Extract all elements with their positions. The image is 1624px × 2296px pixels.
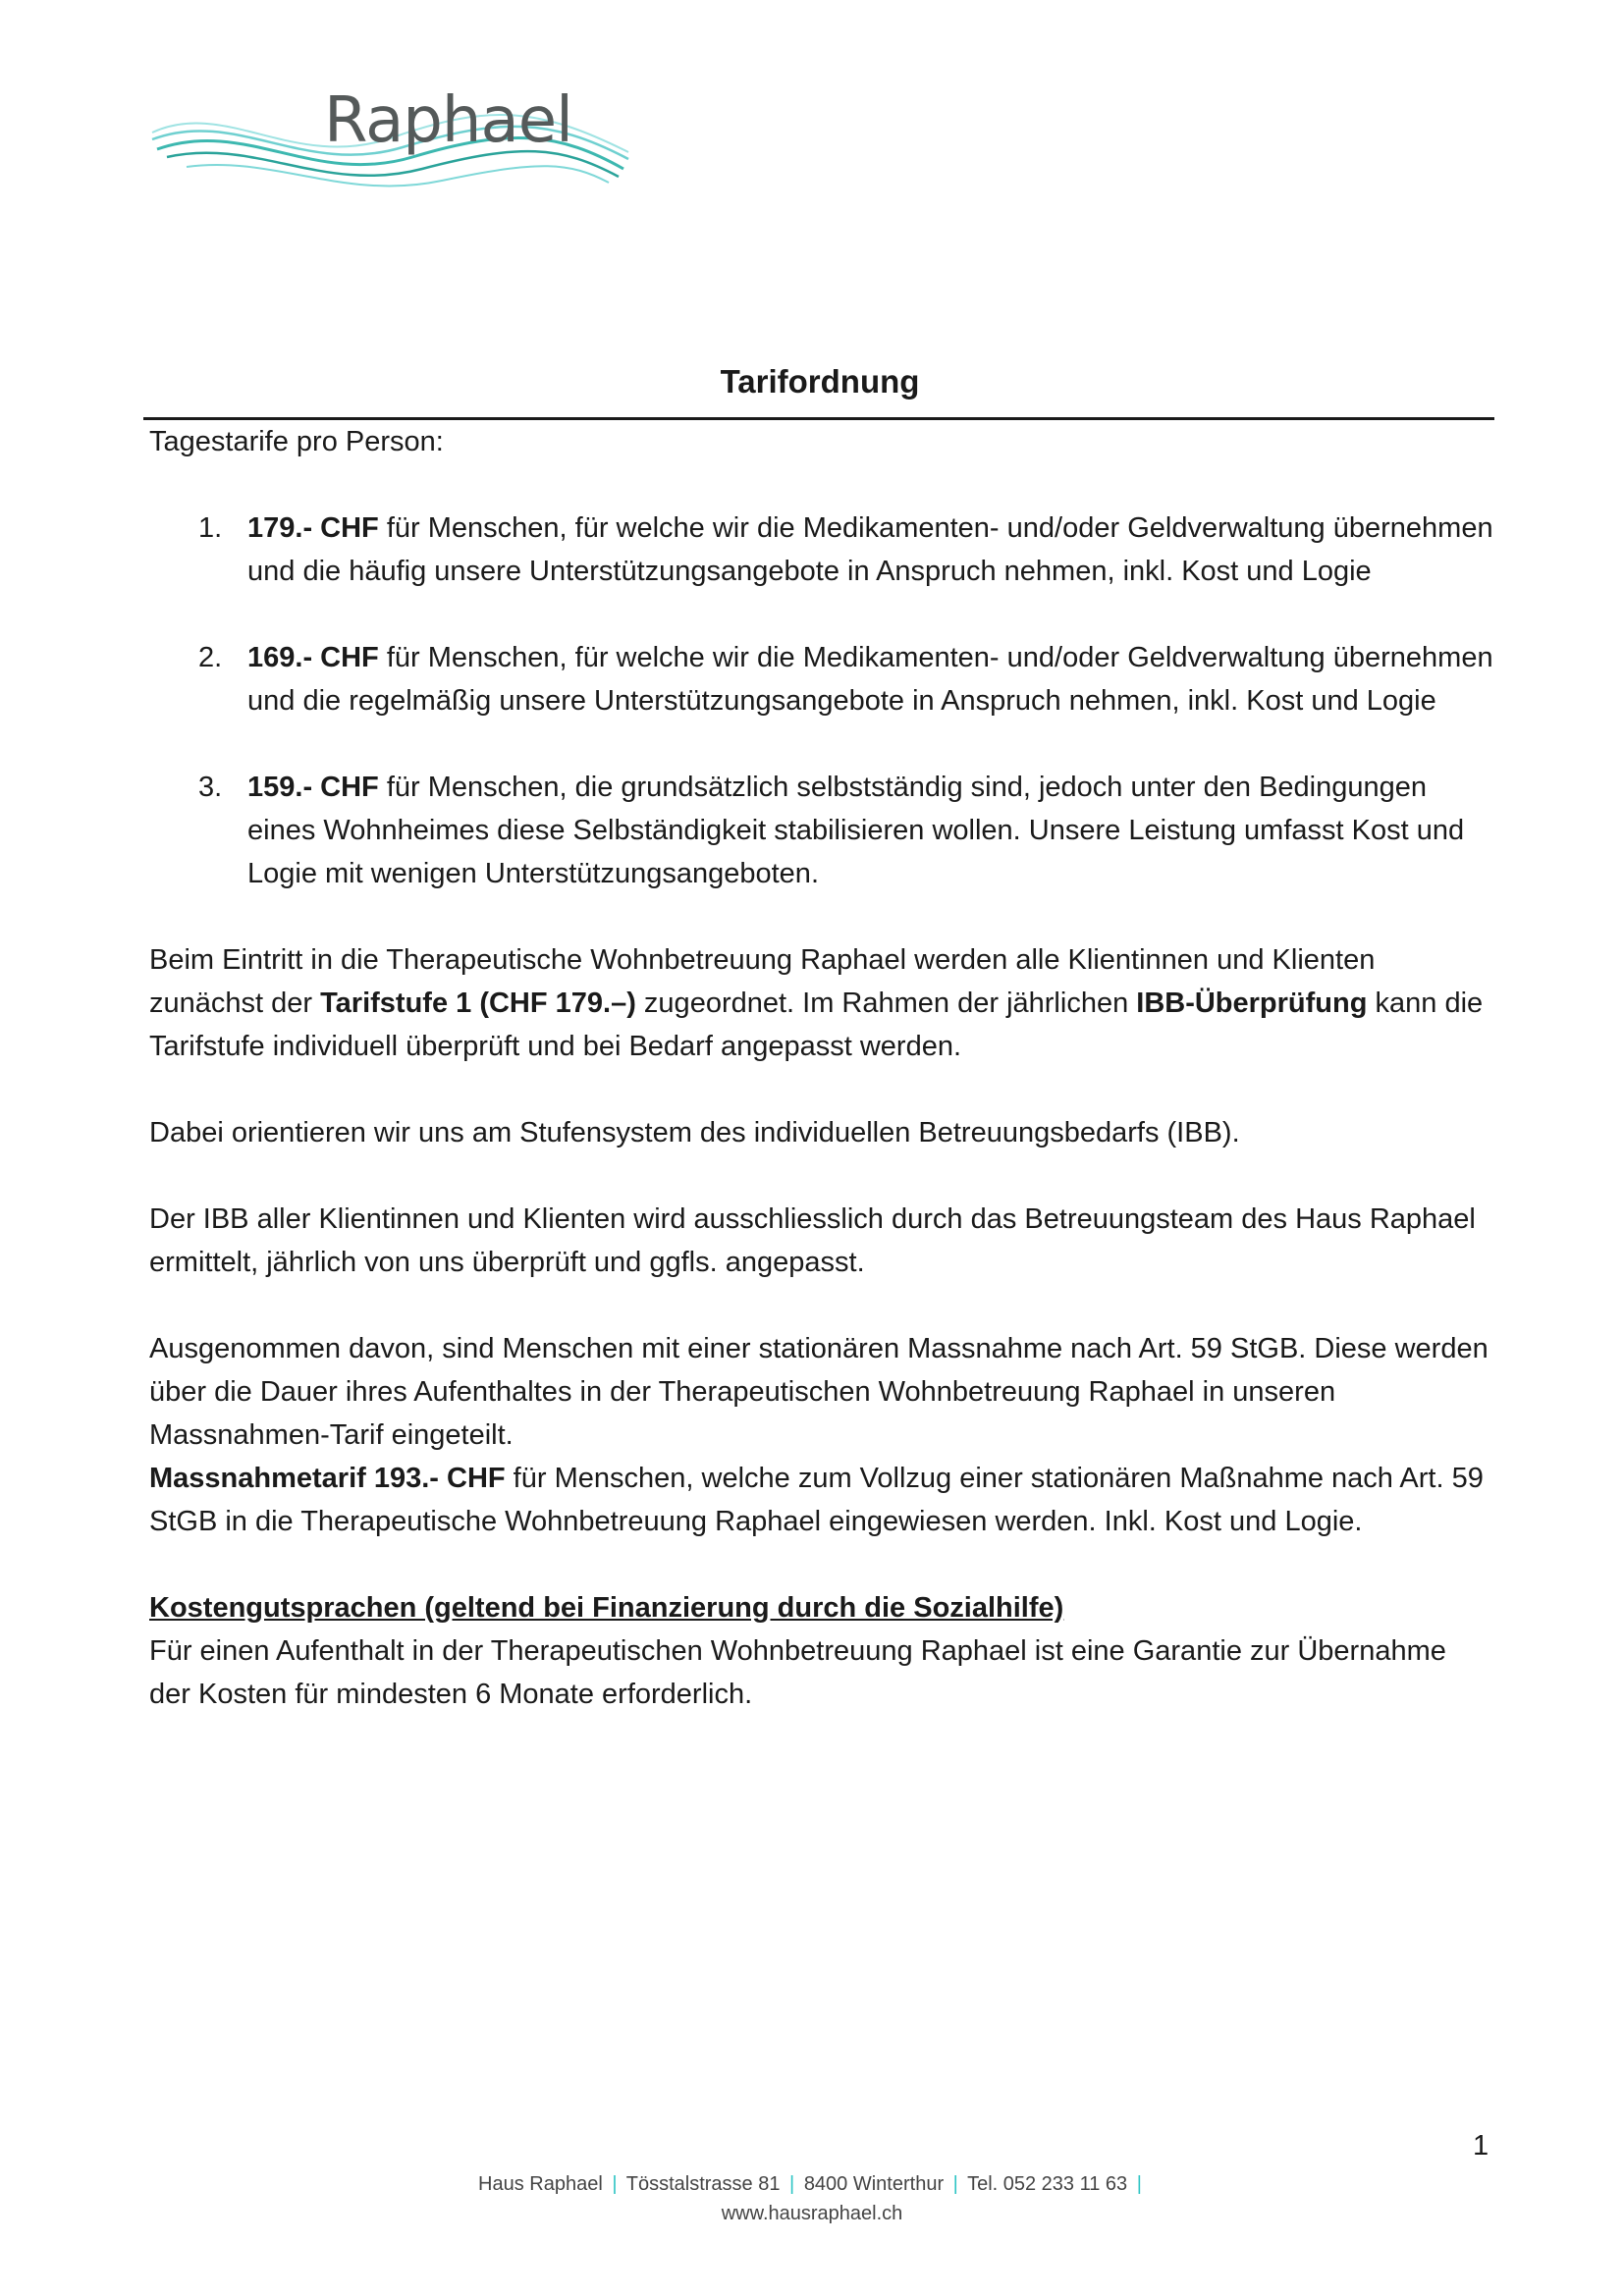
intro-text: Tagestarife pro Person: xyxy=(149,426,444,457)
tariff-price: 159.- CHF xyxy=(247,772,379,803)
document-body xyxy=(149,420,1494,1716)
footer-street: Tösstalstrasse 81 xyxy=(625,2173,781,2195)
tariff-price: 179.- CHF xyxy=(247,512,379,544)
tariff-number: 1. xyxy=(198,512,223,544)
guarantee-text: Für einen Aufenthalt in der Therapeutischen Wohnbetreuung Raphael ist eine Garantie zur Übernahme der Kosten für mindesten 6 Monate erforderlich. xyxy=(149,1635,1446,1710)
tariff-price: 169.- CHF xyxy=(247,642,379,673)
ibb-determination-paragraph: Der IBB aller Klientinnen und Klienten wird ausschliesslich durch das Betreuungsteam des Haus Raphael ermittelt, jährlich von uns überprüft und ggfls. angepasst. xyxy=(149,1203,1476,1278)
footer-website[interactable]: www.hausraphael.ch xyxy=(721,2203,903,2224)
page-title: Tarifordnung xyxy=(720,363,920,400)
tariff-item xyxy=(149,766,1494,895)
ibb-orientation-paragraph: Dabei orientieren wir uns am Stufensystem des individuellen Betreuungsbedarfs (IBB). xyxy=(149,1117,1240,1148)
tariff-number: 3. xyxy=(198,772,223,803)
exception-paragraph: Ausgenommen davon, sind Menschen mit einer stationären Massnahme nach Art. 59 StGB. Diese werden über die Dauer ihres Aufenthaltes in der Therapeutischen Wohnbetreuung Raphael in unseren Massnahmen-Tarif eingeteilt. xyxy=(149,1333,1489,1451)
tariff-list xyxy=(149,507,1494,895)
footer: Haus Raphael | Tösstalstrasse 81 | 8400 Winterthur | Tel. 052 233 11 63 | www.hausraphael.ch xyxy=(0,2169,1624,2228)
entry-paragraph: Beim Eintritt in die Therapeutische Wohnbetreuung Raphael werden alle Klientinnen und Klienten zunächst der Tarifstufe 1 (CHF 179.–) zugeordnet. Im Rahmen der jährlichen IBB-Überprüfung kann die Tarifstufe individuell überprüft und bei Bedarf angepasst werden. xyxy=(149,944,1484,1062)
tariff-number: 2. xyxy=(198,642,223,673)
tariff-description: für Menschen, für welche wir die Medikamenten- und/oder Geldverwaltung übernehmen und die regelmäßig unsere Unterstützungsangebote in Anspruch nehmen, inkl. Kost und Logie xyxy=(247,642,1493,717)
page-number: 1 xyxy=(1473,2130,1489,2162)
footer-phone: Tel. 052 233 11 63 xyxy=(967,2173,1128,2195)
tariff-description: für Menschen, die grundsätzlich selbstständig sind, jedoch unter den Bedingungen eines Wohnheimes diese Selbständigkeit stabilisieren wollen. Unsere Leistung umfasst Kost und Logie mit wenigen Unterstützungsangeboten. xyxy=(247,772,1465,889)
raphael-logo xyxy=(147,79,638,206)
tariff-item xyxy=(149,507,1494,593)
tariff-item xyxy=(149,636,1494,722)
tariff-description: für Menschen, für welche wir die Medikamenten- und/oder Geldverwaltung übernehmen und die häufig unsere Unterstützungsangebote in Anspruch nehmen, inkl. Kost und Logie xyxy=(247,512,1493,587)
guarantee-heading: Kostengutsprachen (geltend bei Finanzierung durch die Sozialhilfe) xyxy=(149,1592,1064,1624)
logo-wordmark: Raphael xyxy=(324,84,572,157)
measure-tariff-paragraph: Massnahmetarif 193.- CHF für Menschen, welche zum Vollzug einer stationären Maßnahme nach Art. 59 StGB in die Therapeutische Wohnbetreuung Raphael eingewiesen werden. Inkl. Kost und Logie. xyxy=(149,1463,1484,1537)
footer-city: 8400 Winterthur xyxy=(803,2173,945,2195)
footer-name: Haus Raphael xyxy=(478,2173,603,2195)
